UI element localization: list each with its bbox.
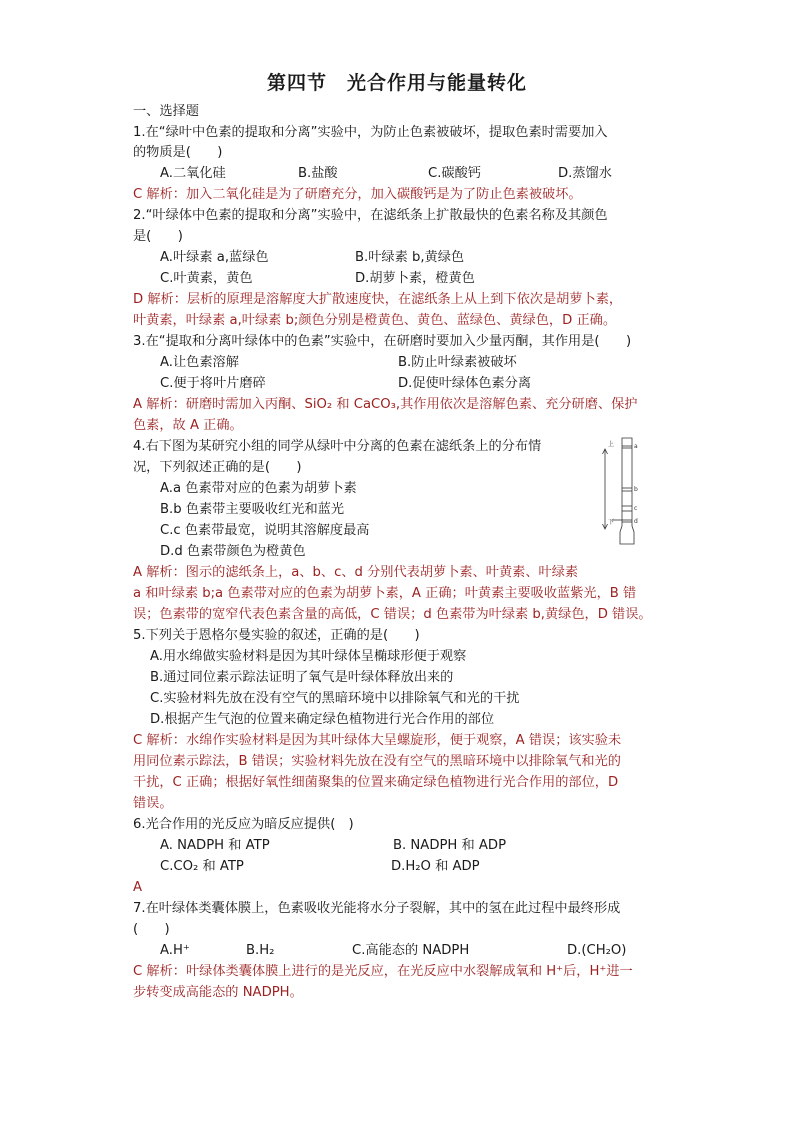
chromatography-strip-figure bbox=[598, 436, 648, 546]
q6-option-b: B. NADPH 和 ADP bbox=[393, 838, 507, 853]
q3-option-d: D.促使叶绿体色素分离 bbox=[398, 376, 532, 391]
label-d: d bbox=[634, 518, 638, 525]
q2-option-a: A.叶绿素 a,蓝绿色 bbox=[160, 250, 269, 265]
q6-option-a: A. NADPH 和 ATP bbox=[160, 838, 270, 853]
q4-stem-line1: 4.右下图为某研究小组的同学从绿叶中分离的色素在滤纸条上的分布情 bbox=[133, 439, 542, 454]
q1-option-b: B.盐酸 bbox=[298, 166, 338, 181]
q3-answer-line2: 色素，故 A 正确。 bbox=[133, 418, 243, 433]
q7-option-a: A.H⁺ bbox=[160, 943, 190, 958]
label-b: b bbox=[634, 486, 638, 493]
label-a: a bbox=[634, 443, 638, 450]
q5-answer-line4: 错误。 bbox=[133, 796, 173, 811]
q2-answer-line2: 叶黄素，叶绿素 a,叶绿素 b;颜色分别是橙黄色、黄色、蓝绿色、黄绿色，D 正确。 bbox=[133, 313, 617, 328]
label-c: c bbox=[634, 505, 638, 512]
q1-option-c: C.碳酸钙 bbox=[428, 166, 481, 181]
q3-stem: 3.在“提取和分离叶绿体中的色素”实验中，在研磨时要加入少量丙酮，其作用是( ) bbox=[133, 334, 632, 349]
q5-stem: 5.下列关于恩格尔曼实验的叙述，正确的是( ) bbox=[133, 628, 420, 643]
page-title: 第四节 光合作用与能量转化 bbox=[266, 72, 527, 94]
q6-option-d: D.H₂O 和 ADP bbox=[391, 859, 480, 874]
q1-answer: C 解析：加入二氧化硅是为了研磨充分，加入碳酸钙是为了防止色素被破坏。 bbox=[133, 187, 582, 202]
q7-stem-line1: 7.在叶绿体类囊体膜上，色素吸收光能将水分子裂解，其中的氢在此过程中最终形成 bbox=[133, 901, 621, 916]
q1-option-d: D.蒸馏水 bbox=[558, 166, 612, 181]
q7-option-c: C.高能态的 NADPH bbox=[352, 943, 470, 958]
q1-option-a: A.二氧化硅 bbox=[160, 166, 226, 181]
q1-stem-line1: 1.在“绿叶中色素的提取和分离”实验中，为防止色素被破坏，提取色素时需要加入 bbox=[133, 125, 608, 140]
q4-option-d: D.d 色素带颜色为橙黄色 bbox=[160, 544, 306, 559]
q6-stem: 6.光合作用的光反应为暗反应提供( ) bbox=[133, 817, 354, 832]
q5-option-d: D.根据产生气泡的位置来确定绿色植物进行光合作用的部位 bbox=[150, 712, 495, 727]
q6-option-c: C.CO₂ 和 ATP bbox=[160, 859, 244, 874]
q4-option-a: A.a 色素带对应的色素为胡萝卜素 bbox=[160, 481, 357, 496]
q4-option-b: B.b 色素带主要吸收红光和蓝光 bbox=[160, 502, 345, 517]
q5-option-b: B.通过同位素示踪法证明了氧气是叶绿体释放出来的 bbox=[150, 670, 454, 685]
q1-stem-line2: 的物质是( ) bbox=[133, 145, 223, 160]
q7-answer-line1: C 解析：叶绿体类囊体膜上进行的是光反应，在光反应中水裂解成氧和 H⁺后，H⁺进一 bbox=[133, 964, 633, 979]
q2-stem-line2: 是( ) bbox=[133, 229, 183, 244]
q5-option-c: C.实验材料先放在没有空气的黑暗环境中以排除氧气和光的干扰 bbox=[150, 691, 520, 706]
q2-stem-line1: 2.“叶绿体中色素的提取和分离”实验中，在滤纸条上扩散最快的色素名称及其颜色 bbox=[133, 208, 608, 223]
q7-option-d: D.(CH₂O) bbox=[567, 943, 627, 958]
q5-answer-line2: 用同位素示踪法，B 错误；实验材料先放在没有空气的黑暗环境中以排除氧气和光的 bbox=[133, 754, 621, 769]
q4-answer-line3: 误；色素带的宽窄代表色素含量的高低，C 错误；d 色素带为叶绿素 b,黄绿色，D 错误。 bbox=[133, 607, 652, 622]
q2-option-d: D.胡萝卜素，橙黄色 bbox=[355, 271, 475, 286]
q5-answer-line3: 干扰，C 正确；根据好氧性细菌聚集的位置来确定绿色植物进行光合作用的部位，D bbox=[133, 775, 619, 790]
q4-stem-line2: 况，下列叙述正确的是( ) bbox=[133, 460, 302, 475]
q2-answer-line1: D 解析：层析的原理是溶解度大扩散速度快，在滤纸条上从上到下依次是胡萝卜素， bbox=[133, 292, 623, 307]
label-bottom: 下 bbox=[608, 519, 615, 526]
q4-answer-line2: a 和叶绿素 b;a 色素带对应的色素为胡萝卜素，A 正确；叶黄素主要吸收蓝紫光，B 错 bbox=[133, 586, 637, 601]
q3-option-a: A.让色素溶解 bbox=[160, 355, 239, 370]
q3-option-b: B.防止叶绿素被破坏 bbox=[398, 355, 517, 370]
q3-option-c: C.便于将叶片磨碎 bbox=[160, 376, 266, 391]
q2-option-c: C.叶黄素，黄色 bbox=[160, 271, 253, 286]
q5-option-a: A.用水绵做实验材料是因为其叶绿体呈椭球形便于观察 bbox=[150, 649, 467, 664]
q7-stem-line2: ( ) bbox=[133, 922, 170, 937]
q2-option-b: B.叶绿素 b,黄绿色 bbox=[355, 250, 465, 265]
q7-option-b: B.H₂ bbox=[246, 943, 275, 958]
q5-answer-line1: C 解析：水绵作实验材料是因为其叶绿体大呈螺旋形，便于观察，A 错误；该实验未 bbox=[133, 733, 622, 748]
q3-answer-line1: A 解析：研磨时需加入丙酮、SiO₂ 和 CaCO₃,其作用依次是溶解色素、充分研磨、保护 bbox=[133, 397, 638, 412]
q6-answer: A bbox=[133, 880, 143, 895]
label-top: 上 bbox=[608, 441, 615, 448]
q4-option-c: C.c 色素带最宽，说明其溶解度最高 bbox=[160, 523, 370, 538]
q7-answer-line2: 步转变成高能态的 NADPH。 bbox=[133, 985, 303, 1000]
section-heading: 一、选择题 bbox=[133, 104, 199, 119]
q4-answer-line1: A 解析：图示的滤纸条上，a、b、c、d 分别代表胡萝卜素、叶黄素、叶绿素 bbox=[133, 565, 579, 580]
